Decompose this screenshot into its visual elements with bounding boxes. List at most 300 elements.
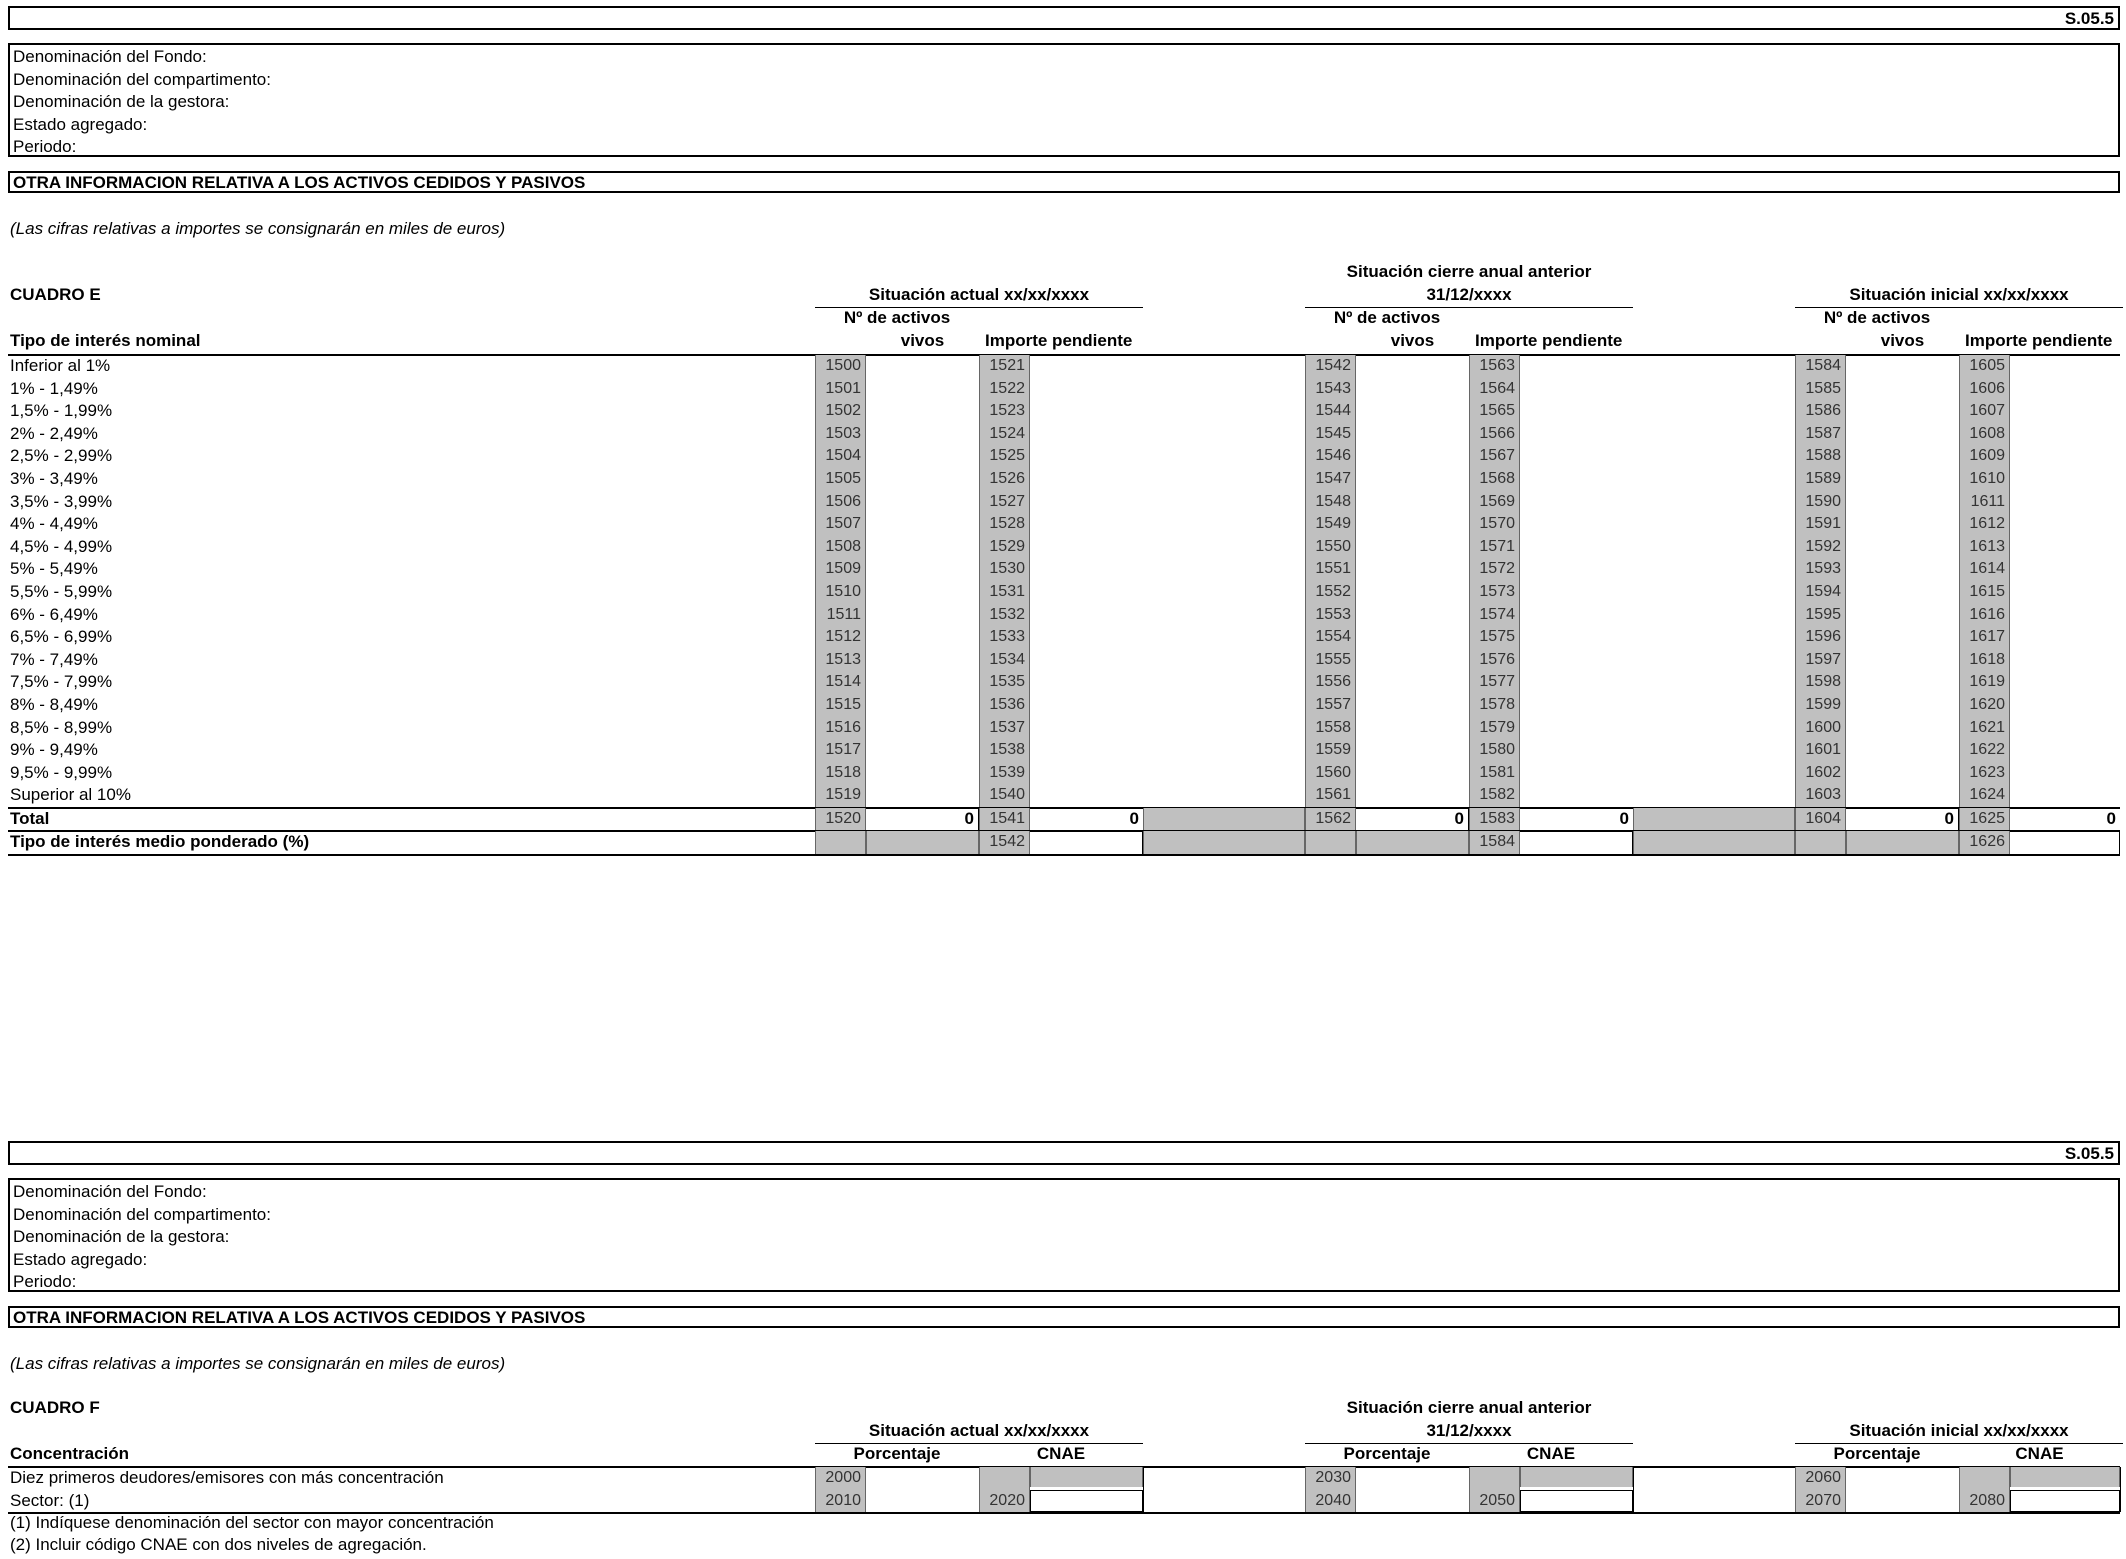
value-input[interactable] — [2010, 671, 2120, 694]
row-label: 2% - 2,49% — [10, 423, 98, 443]
value-input[interactable] — [2010, 784, 2120, 807]
code-cell: 2080 — [1959, 1490, 2010, 1513]
code-cell: 1514 — [815, 671, 866, 694]
value-input[interactable] — [1846, 400, 1959, 423]
value-input[interactable] — [866, 739, 979, 762]
total-value: 0 — [1846, 808, 1959, 831]
col-header-porcentaje-2: Porcentaje — [1833, 1444, 1921, 1463]
value-input[interactable] — [1846, 784, 1959, 807]
value-input[interactable] — [866, 378, 979, 401]
pct-input[interactable] — [1846, 1490, 1959, 1513]
value-input[interactable] — [866, 762, 979, 785]
weighted-input[interactable] — [2010, 831, 2120, 854]
code-cell: 1540 — [979, 784, 1030, 807]
value-input[interactable] — [1846, 649, 1959, 672]
value-input[interactable] — [1520, 400, 1633, 423]
code-cell: 1610 — [1959, 468, 2010, 491]
total-value: 0 — [866, 808, 979, 831]
col-header-cnae-1: CNAE — [1526, 1444, 1576, 1463]
col-header-importe-1: Importe pendiente — [1475, 331, 1623, 350]
value-input[interactable] — [1520, 445, 1633, 468]
code-cell: 1611 — [1959, 491, 2010, 514]
row-label: 3,5% - 3,99% — [10, 491, 113, 511]
value-input[interactable] — [1846, 536, 1959, 559]
section-title-2: OTRA INFORMACION RELATIVA A LOS ACTIVOS CEDIDOS Y PASIVOS — [8, 1306, 2120, 1328]
value-input[interactable] — [866, 784, 979, 807]
value-input[interactable] — [1030, 558, 1143, 581]
value-input[interactable] — [1030, 581, 1143, 604]
pct-input[interactable] — [1846, 1467, 1959, 1490]
value-input[interactable] — [1356, 671, 1469, 694]
value-input[interactable] — [2010, 378, 2120, 401]
value-input[interactable] — [866, 671, 979, 694]
value-input[interactable] — [1030, 626, 1143, 649]
value-input[interactable] — [1030, 762, 1143, 785]
code-cell: 2020 — [979, 1490, 1030, 1513]
value-input[interactable] — [2010, 717, 2120, 740]
value-input[interactable] — [1030, 491, 1143, 514]
value-input[interactable] — [1030, 400, 1143, 423]
value-input[interactable] — [1356, 649, 1469, 672]
code-cell: 1568 — [1469, 468, 1520, 491]
code-cell: 1541 — [979, 808, 1030, 831]
code-cell: 1537 — [979, 717, 1030, 740]
f-header-situacion-anterior-2: 31/12/xxxx — [1426, 1421, 1512, 1440]
code-cell: 1562 — [1305, 808, 1356, 831]
code-cell: 1613 — [1959, 536, 2010, 559]
gray-filler — [815, 831, 866, 854]
code-cell: 1588 — [1795, 445, 1846, 468]
code-cell: 2010 — [815, 1490, 866, 1513]
code-cell: 1576 — [1469, 649, 1520, 672]
code-cell: 1615 — [1959, 581, 2010, 604]
code-cell: 1607 — [1959, 400, 2010, 423]
code-cell: 1519 — [815, 784, 866, 807]
value-input[interactable] — [1030, 671, 1143, 694]
code-cell: 1507 — [815, 513, 866, 536]
code-cell: 1612 — [1959, 513, 2010, 536]
row-label: 8% - 8,49% — [10, 695, 98, 714]
value-input[interactable] — [1846, 626, 1959, 649]
pct-input[interactable] — [866, 1467, 979, 1490]
value-input[interactable] — [1846, 762, 1959, 785]
row-label: 1,5% - 1,99% — [10, 401, 113, 421]
code-cell: 1547 — [1305, 468, 1356, 491]
f-header-situacion-actual: Situación actual xx/xx/xxxx — [868, 1421, 1090, 1440]
code-cell: 1579 — [1469, 717, 1520, 740]
gray-filler — [1143, 831, 1305, 854]
value-input[interactable] — [1356, 581, 1469, 604]
value-input[interactable] — [2010, 513, 2120, 536]
code-cell: 1561 — [1305, 784, 1356, 807]
gray-filler — [1633, 831, 1795, 854]
value-input[interactable] — [2010, 423, 2120, 446]
value-input[interactable] — [866, 604, 979, 627]
value-input[interactable] — [1846, 468, 1959, 491]
value-input[interactable] — [1846, 423, 1959, 446]
value-input[interactable] — [1356, 513, 1469, 536]
value-input[interactable] — [2010, 400, 2120, 423]
info-label-gestora-2: Denominación de la gestora: — [13, 1227, 230, 1246]
pct-input[interactable] — [866, 1490, 979, 1513]
code-cell: 2000 — [815, 1467, 866, 1490]
weighted-label: Tipo de interés medio ponderado (%) — [10, 832, 310, 852]
code-cell: 1555 — [1305, 649, 1356, 672]
code-cell: 1509 — [815, 558, 866, 581]
value-input[interactable] — [1030, 536, 1143, 559]
footnote-2: (2) Incluir código CNAE con dos niveles de agregación. — [10, 1534, 427, 1554]
total-label: Total — [10, 809, 50, 828]
value-input[interactable] — [2010, 581, 2120, 604]
code-cell: 1577 — [1469, 671, 1520, 694]
value-input[interactable] — [1356, 400, 1469, 423]
code-cell: 1605 — [1959, 355, 2010, 378]
gray-filler — [1305, 831, 1356, 854]
value-input[interactable] — [2010, 649, 2120, 672]
value-input[interactable] — [2010, 604, 2120, 627]
code-cell: 1595 — [1795, 604, 1846, 627]
gray-filler — [866, 831, 979, 854]
value-input[interactable] — [866, 558, 979, 581]
row-label: 2,5% - 2,99% — [10, 446, 113, 466]
code-cell: 1592 — [1795, 536, 1846, 559]
cnae-input[interactable] — [1520, 1490, 1633, 1513]
value-input[interactable] — [1030, 649, 1143, 672]
amounts-note-2: (Las cifras relativas a importes se consignarán en miles de euros) — [10, 1354, 506, 1373]
info-label-estado-2: Estado agregado: — [13, 1249, 148, 1269]
code-cell: 2070 — [1795, 1490, 1846, 1513]
value-input[interactable] — [1846, 604, 1959, 627]
value-input[interactable] — [1520, 491, 1633, 514]
value-input[interactable] — [2010, 491, 2120, 514]
value-input[interactable] — [866, 423, 979, 446]
col-header-vivos-2: vivos — [1880, 331, 1925, 350]
code-cell: 1517 — [815, 739, 866, 762]
code-cell: 1531 — [979, 581, 1030, 604]
code-cell: 1578 — [1469, 694, 1520, 717]
row-label: 4,5% - 4,99% — [10, 536, 113, 556]
value-input[interactable] — [1030, 694, 1143, 717]
value-input[interactable] — [1030, 739, 1143, 762]
code-cell: 1564 — [1469, 378, 1520, 401]
value-input[interactable] — [2010, 445, 2120, 468]
value-input[interactable] — [1520, 762, 1633, 785]
code-cell: 1563 — [1469, 355, 1520, 378]
value-input[interactable] — [1846, 671, 1959, 694]
code-cell: 1603 — [1795, 784, 1846, 807]
code-cell: 1513 — [815, 649, 866, 672]
value-input[interactable] — [866, 581, 979, 604]
gray-filler — [1846, 831, 1959, 854]
value-input[interactable] — [1846, 694, 1959, 717]
code-cell: 1575 — [1469, 626, 1520, 649]
code-cell: 1503 — [815, 423, 866, 446]
code-cell: 1512 — [815, 626, 866, 649]
value-input[interactable] — [2010, 626, 2120, 649]
value-input[interactable] — [1520, 649, 1633, 672]
row-label: Diez primeros deudores/emisores con más concentración — [10, 1468, 444, 1487]
code-cell: 1587 — [1795, 423, 1846, 446]
value-input[interactable] — [1356, 739, 1469, 762]
col-header-activos-0: Nº de activos — [843, 308, 951, 327]
value-input[interactable] — [1520, 536, 1633, 559]
code-cell: 1584 — [1469, 831, 1520, 854]
gray-filler — [1633, 808, 1795, 831]
footnote-1: (1) Indíquese denominación del sector con mayor concentración — [10, 1513, 494, 1533]
section-title: OTRA INFORMACION RELATIVA A LOS ACTIVOS CEDIDOS Y PASIVOS — [8, 171, 2120, 193]
fund-info-box — [8, 43, 2120, 157]
value-input[interactable] — [866, 468, 979, 491]
code-cell: 1505 — [815, 468, 866, 491]
value-input[interactable] — [1356, 626, 1469, 649]
value-input[interactable] — [1356, 784, 1469, 807]
code-cell: 1546 — [1305, 445, 1356, 468]
value-input[interactable] — [1030, 423, 1143, 446]
code-cell: 1594 — [1795, 581, 1846, 604]
value-input[interactable] — [1520, 423, 1633, 446]
value-input[interactable] — [1846, 445, 1959, 468]
value-input[interactable] — [1520, 739, 1633, 762]
weighted-input[interactable] — [1030, 831, 1143, 854]
value-input[interactable] — [2010, 536, 2120, 559]
row-label: Sector: (1) — [10, 1490, 90, 1510]
value-input[interactable] — [1030, 784, 1143, 807]
value-input[interactable] — [1356, 445, 1469, 468]
gray-filler — [1030, 1467, 1143, 1487]
value-input[interactable] — [866, 717, 979, 740]
code-cell: 1558 — [1305, 717, 1356, 740]
col-header-vivos-1: vivos — [1390, 331, 1435, 350]
value-input[interactable] — [1520, 468, 1633, 491]
value-input[interactable] — [1356, 491, 1469, 514]
value-input[interactable] — [1356, 694, 1469, 717]
code-cell: 1510 — [815, 581, 866, 604]
info-label-gestora: Denominación de la gestora: — [13, 92, 230, 111]
code-cell: 1532 — [979, 604, 1030, 627]
value-input[interactable] — [2010, 558, 2120, 581]
code-cell: 1538 — [979, 739, 1030, 762]
form-code-2: S.05.5 — [2064, 1144, 2114, 1163]
code-cell: 1567 — [1469, 445, 1520, 468]
value-input[interactable] — [1520, 581, 1633, 604]
value-input[interactable] — [1030, 378, 1143, 401]
form-code-box — [8, 6, 2120, 30]
value-input[interactable] — [1846, 491, 1959, 514]
value-input[interactable] — [1356, 423, 1469, 446]
value-input[interactable] — [866, 445, 979, 468]
col-header-activos-2: Nº de activos — [1823, 308, 1931, 327]
code-cell: 1559 — [1305, 739, 1356, 762]
cnae-input[interactable] — [2010, 1490, 2120, 1513]
row-label: Inferior al 1% — [10, 356, 111, 375]
code-cell: 1616 — [1959, 604, 2010, 627]
row-label: Superior al 10% — [10, 785, 131, 805]
value-input[interactable] — [1846, 513, 1959, 536]
pct-input[interactable] — [1356, 1490, 1469, 1513]
code-cell: 1599 — [1795, 694, 1846, 717]
code-cell: 1569 — [1469, 491, 1520, 514]
code-cell: 1584 — [1795, 355, 1846, 378]
code-cell: 1570 — [1469, 513, 1520, 536]
value-input[interactable] — [1030, 604, 1143, 627]
value-input[interactable] — [866, 513, 979, 536]
value-input[interactable] — [1846, 378, 1959, 401]
value-input[interactable] — [866, 400, 979, 423]
value-input[interactable] — [1520, 378, 1633, 401]
row-label: 1% - 1,49% — [10, 378, 98, 398]
code-cell: 1573 — [1469, 581, 1520, 604]
info-label-periodo: Periodo: — [13, 137, 77, 156]
gray-filler — [979, 1467, 1030, 1490]
code-cell: 2030 — [1305, 1467, 1356, 1490]
code-cell: 1619 — [1959, 671, 2010, 694]
code-cell: 1528 — [979, 513, 1030, 536]
code-cell: 1591 — [1795, 513, 1846, 536]
code-cell: 1622 — [1959, 739, 2010, 762]
col-header-activos-1: Nº de activos — [1333, 308, 1441, 327]
code-cell: 1500 — [815, 355, 866, 378]
value-input[interactable] — [2010, 468, 2120, 491]
value-input[interactable] — [2010, 355, 2120, 378]
code-cell: 2060 — [1795, 1467, 1846, 1490]
col-header-porcentaje-0: Porcentaje — [853, 1444, 941, 1463]
value-input[interactable] — [1030, 445, 1143, 468]
code-cell: 1501 — [815, 378, 866, 401]
row-label: 5,5% - 5,99% — [10, 582, 113, 601]
value-input[interactable] — [1356, 536, 1469, 559]
info-label-fondo-2: Denominación del Fondo: — [13, 1182, 207, 1201]
code-cell: 1566 — [1469, 423, 1520, 446]
value-input[interactable] — [1356, 762, 1469, 785]
code-cell: 1549 — [1305, 513, 1356, 536]
weighted-input[interactable] — [1520, 831, 1633, 854]
code-cell: 1597 — [1795, 649, 1846, 672]
code-cell: 1625 — [1959, 808, 2010, 831]
value-input[interactable] — [866, 626, 979, 649]
value-input[interactable] — [1520, 671, 1633, 694]
code-cell: 1518 — [815, 762, 866, 785]
code-cell: 1550 — [1305, 536, 1356, 559]
value-input[interactable] — [1846, 581, 1959, 604]
header-situacion-anterior-1: Situación cierre anual anterior — [1346, 262, 1592, 281]
code-cell: 1523 — [979, 400, 1030, 423]
code-cell: 1506 — [815, 491, 866, 514]
amounts-note: (Las cifras relativas a importes se consignarán en miles de euros) — [10, 219, 506, 238]
gray-filler — [1959, 1467, 2010, 1490]
f-header-situacion-inicial: Situación inicial xx/xx/xxxx — [1849, 1421, 2069, 1440]
code-cell: 1504 — [815, 445, 866, 468]
value-input[interactable] — [1846, 739, 1959, 762]
code-cell: 1601 — [1795, 739, 1846, 762]
code-cell: 1617 — [1959, 626, 2010, 649]
code-cell: 1602 — [1795, 762, 1846, 785]
code-cell: 1525 — [979, 445, 1030, 468]
value-input[interactable] — [1520, 717, 1633, 740]
code-cell: 1543 — [1305, 378, 1356, 401]
code-cell: 1598 — [1795, 671, 1846, 694]
row-label: 9% - 9,49% — [10, 740, 98, 760]
code-cell: 1556 — [1305, 671, 1356, 694]
value-input[interactable] — [1356, 378, 1469, 401]
code-cell: 1515 — [815, 694, 866, 717]
value-input[interactable] — [1356, 604, 1469, 627]
value-input[interactable] — [1030, 513, 1143, 536]
value-input[interactable] — [1356, 717, 1469, 740]
value-input[interactable] — [866, 491, 979, 514]
code-cell: 1571 — [1469, 536, 1520, 559]
code-cell: 2040 — [1305, 1490, 1356, 1513]
value-input[interactable] — [866, 355, 979, 378]
value-input[interactable] — [1520, 355, 1633, 378]
value-input[interactable] — [1520, 784, 1633, 807]
value-input[interactable] — [1520, 694, 1633, 717]
row-label: 5% - 5,49% — [10, 559, 98, 579]
col-header-porcentaje-1: Porcentaje — [1343, 1444, 1431, 1463]
value-input[interactable] — [1356, 355, 1469, 378]
code-cell: 1582 — [1469, 784, 1520, 807]
total-value: 0 — [1356, 808, 1469, 831]
info-label-fondo: Denominación del Fondo: — [13, 47, 207, 66]
code-cell: 1624 — [1959, 784, 2010, 807]
row-label: 6% - 6,49% — [10, 604, 98, 624]
value-input[interactable] — [1030, 355, 1143, 378]
cuadro-f-title: CUADRO F — [10, 1398, 100, 1417]
header-situacion-inicial: Situación inicial xx/xx/xxxx — [1849, 285, 2069, 304]
gray-filler — [1795, 831, 1846, 854]
cnae-input[interactable] — [1030, 1490, 1143, 1513]
value-input[interactable] — [1846, 558, 1959, 581]
col-header-vivos-0: vivos — [900, 331, 945, 350]
value-input[interactable] — [1520, 558, 1633, 581]
value-input[interactable] — [866, 536, 979, 559]
code-cell: 1554 — [1305, 626, 1356, 649]
code-cell: 1621 — [1959, 717, 2010, 740]
form-code-box-2 — [8, 1141, 2120, 1165]
code-cell: 1508 — [815, 536, 866, 559]
value-input[interactable] — [2010, 762, 2120, 785]
code-cell: 1524 — [979, 423, 1030, 446]
value-input[interactable] — [2010, 694, 2120, 717]
info-label-estado: Estado agregado: — [13, 114, 148, 134]
value-input[interactable] — [1520, 604, 1633, 627]
value-input[interactable] — [1846, 355, 1959, 378]
code-cell: 1626 — [1959, 831, 2010, 854]
value-input[interactable] — [2010, 739, 2120, 762]
code-cell: 1516 — [815, 717, 866, 740]
value-input[interactable] — [1030, 717, 1143, 740]
fund-info-box-2 — [8, 1178, 2120, 1292]
value-input[interactable] — [866, 694, 979, 717]
code-cell: 1533 — [979, 626, 1030, 649]
value-input[interactable] — [1030, 468, 1143, 491]
code-cell: 2050 — [1469, 1490, 1520, 1513]
value-input[interactable] — [866, 649, 979, 672]
code-cell: 1542 — [979, 831, 1030, 854]
row-label: 4% - 4,49% — [10, 514, 98, 534]
value-input[interactable] — [1520, 626, 1633, 649]
value-input[interactable] — [1846, 717, 1959, 740]
value-input[interactable] — [1356, 468, 1469, 491]
pct-input[interactable] — [1356, 1467, 1469, 1490]
header-situacion-actual: Situación actual xx/xx/xxxx — [868, 285, 1090, 304]
code-cell: 1609 — [1959, 445, 2010, 468]
code-cell: 1539 — [979, 762, 1030, 785]
code-cell: 1600 — [1795, 717, 1846, 740]
value-input[interactable] — [1520, 513, 1633, 536]
row-label: 8,5% - 8,99% — [10, 717, 113, 737]
value-input[interactable] — [1356, 558, 1469, 581]
code-cell: 1590 — [1795, 491, 1846, 514]
